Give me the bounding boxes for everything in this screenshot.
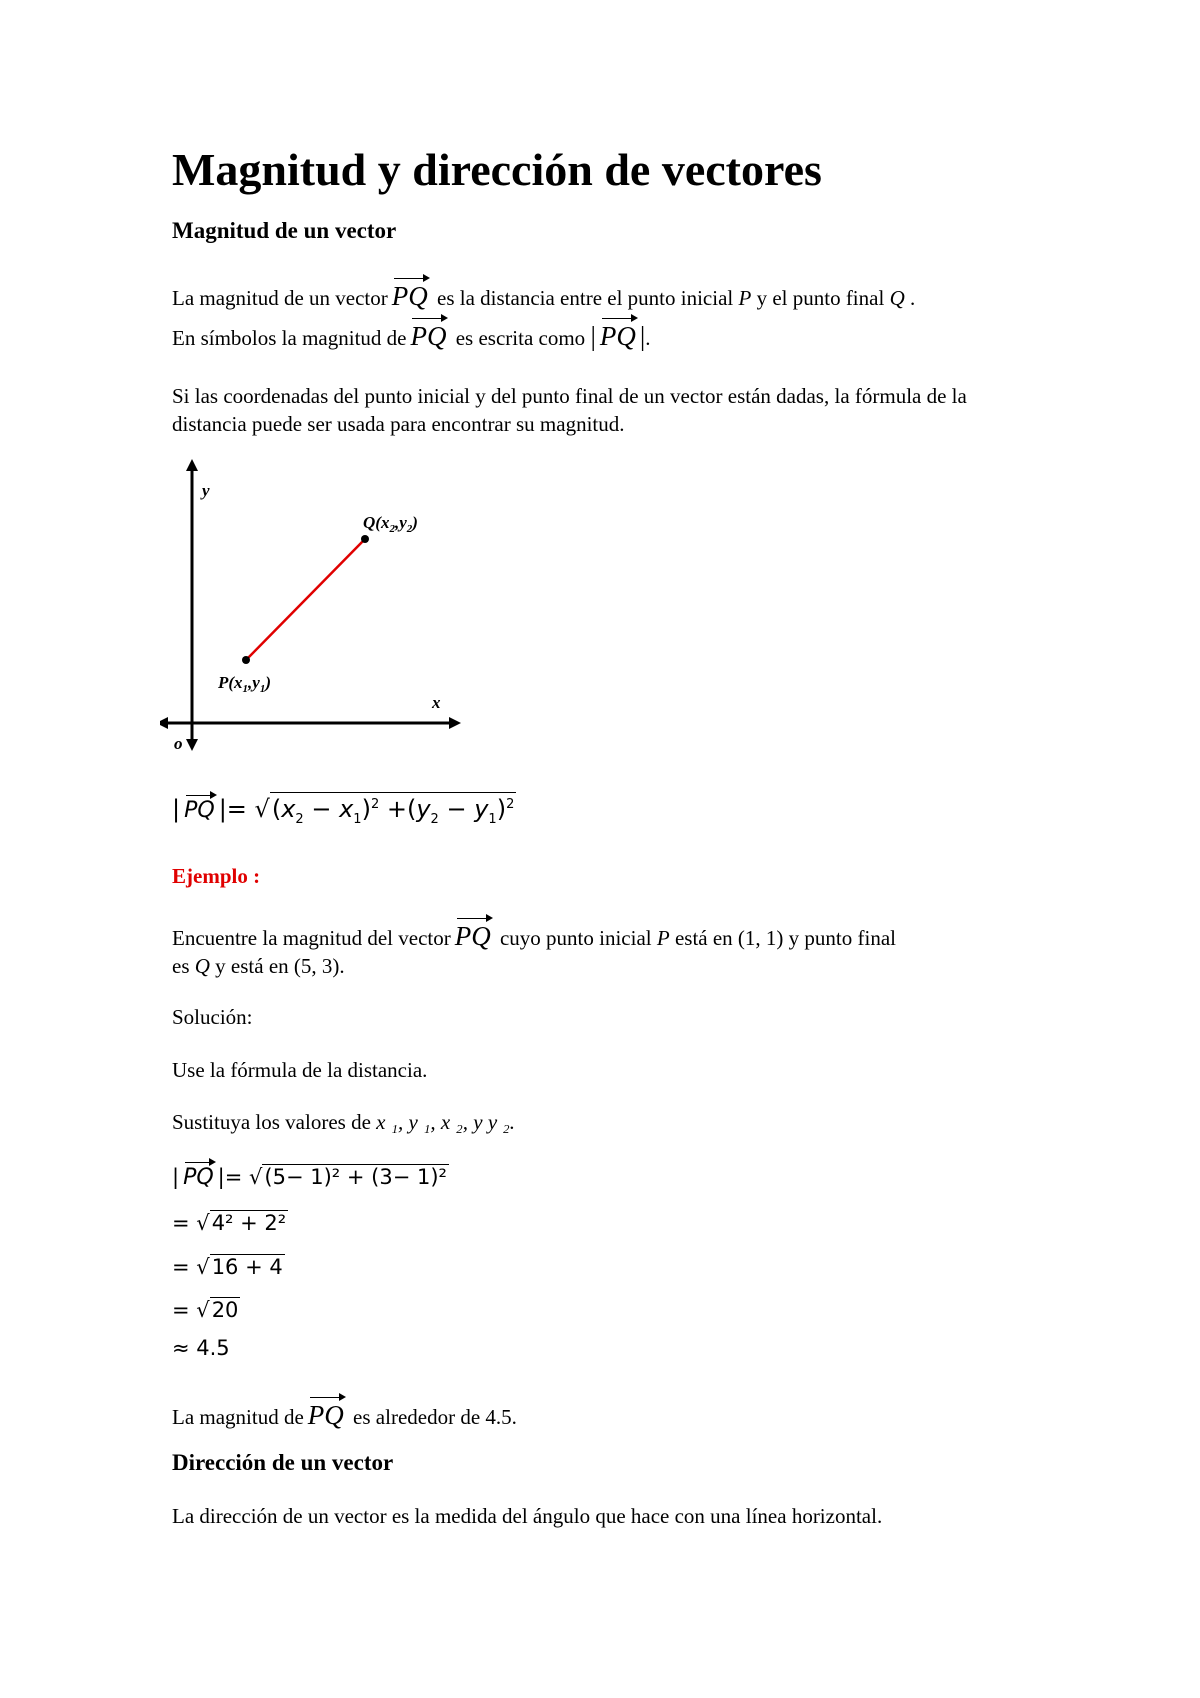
solution-label: Solución: bbox=[172, 1005, 253, 1029]
section-heading-magnitud: Magnitud de un vector bbox=[172, 218, 397, 243]
sup: 2 bbox=[506, 797, 515, 812]
example-statement-line1 bbox=[172, 916, 896, 952]
point-q-label: $Q(x_2,y_2)$ bbox=[363, 513, 418, 535]
x-axis-label: x bbox=[432, 693, 441, 712]
y-axis-label: y bbox=[202, 481, 210, 500]
sub: 1 bbox=[353, 811, 362, 827]
calc-line-3 bbox=[172, 1254, 285, 1279]
sqrt-icon: √ bbox=[196, 1211, 210, 1235]
var-x: x bbox=[281, 795, 296, 823]
radicand: 4² + 2² bbox=[211, 1211, 287, 1235]
calc-line-2 bbox=[172, 1210, 288, 1235]
vector-pq-symbol: PQ bbox=[410, 316, 446, 350]
variables: x ₁, y ₁, x ₂, y y ₂. bbox=[376, 1110, 515, 1134]
example-heading: Ejemplo : bbox=[172, 864, 261, 888]
conclusion-text bbox=[172, 1395, 517, 1431]
text: es alrededor de 4.5. bbox=[353, 1405, 517, 1429]
text: cuyo punto inicial bbox=[499, 926, 652, 950]
sub: 1 bbox=[488, 811, 497, 827]
sub: 2 bbox=[295, 811, 304, 827]
paragraph-definition-line2 bbox=[172, 316, 651, 352]
paragraph-definition-line1 bbox=[172, 276, 915, 312]
vector-pq-symbol: PQ bbox=[455, 916, 491, 950]
section-heading-direccion: Dirección de un vector bbox=[172, 1450, 394, 1475]
vector-pq-symbol: PQ bbox=[308, 1395, 344, 1429]
point-p-symbol: P bbox=[738, 286, 752, 310]
point-p-symbol: P bbox=[656, 926, 670, 950]
calc-line-1 bbox=[172, 1160, 449, 1192]
text: Sustituya los valores de bbox=[172, 1110, 371, 1134]
point-p bbox=[242, 656, 250, 664]
text: está en (1, 1) y punto final bbox=[674, 926, 896, 950]
text: y el punto final bbox=[756, 286, 885, 310]
vector-pq-symbol: PQ bbox=[183, 1160, 214, 1192]
distance-formula bbox=[172, 792, 516, 832]
radicand: 20 bbox=[211, 1298, 239, 1322]
example-statement-line2 bbox=[172, 952, 345, 980]
text: La magnitud de un vector bbox=[172, 286, 388, 310]
vector-segment bbox=[246, 539, 365, 660]
text: es bbox=[172, 954, 190, 978]
calc-line-5: ≈ 4.5 bbox=[172, 1336, 230, 1360]
equals: = bbox=[172, 1255, 190, 1279]
point-q-symbol: Q bbox=[889, 286, 905, 310]
text: es escrita como bbox=[455, 326, 586, 350]
radicand: 16 + 4 bbox=[211, 1255, 283, 1279]
op: + bbox=[386, 795, 407, 823]
vector-pq-symbol: PQ bbox=[600, 316, 636, 350]
direction-definition: La dirección de un vector es la medida del ángulo que hace con una línea horizontal. bbox=[172, 1504, 883, 1528]
point-q-symbol: Q bbox=[194, 954, 210, 978]
origin-label: o bbox=[174, 734, 183, 753]
var-y: y bbox=[474, 795, 489, 823]
text: es la distancia entre el punto inicial bbox=[437, 286, 734, 310]
vector-pq-symbol: PQ bbox=[392, 276, 428, 310]
use-formula-text: Use la fórmula de la distancia. bbox=[172, 1058, 428, 1082]
text: . bbox=[909, 286, 916, 310]
sqrt-icon: √ bbox=[196, 1298, 210, 1322]
text: En símbolos la magnitud de bbox=[172, 326, 407, 350]
var-x: x bbox=[339, 795, 354, 823]
var-y: y bbox=[416, 795, 431, 823]
sqrt-icon: √ bbox=[196, 1255, 210, 1279]
vector-pq-symbol: PQ bbox=[184, 793, 215, 825]
equals: = bbox=[172, 1298, 190, 1322]
text: Encuentre la magnitud del vector bbox=[172, 926, 451, 950]
abs-bar-left: | bbox=[172, 1165, 180, 1189]
calc-line-4 bbox=[172, 1297, 240, 1322]
text: La magnitud de bbox=[172, 1405, 304, 1429]
abs-bar-left: | bbox=[590, 321, 596, 351]
formula-radicand: $(x_2 - x_1)^2 +(y_2 - y_1)^2$ bbox=[270, 792, 517, 832]
page-title: Magnitud y dirección de vectores bbox=[172, 144, 822, 195]
text: . bbox=[645, 326, 651, 350]
formula-equals: |= bbox=[217, 1165, 243, 1189]
point-p-label: $P(x_1,y_1)$ bbox=[218, 673, 272, 695]
point-q bbox=[361, 535, 369, 543]
op: − bbox=[311, 795, 332, 823]
abs-bar-left: | bbox=[172, 795, 181, 823]
paragraph-distance-formula-intro: Si las coordenadas del punto inicial y del punto final de un vector están dadas, la fórmula de la distancia puede ser usada para encontrar su magnitud. bbox=[172, 384, 967, 436]
formula-equals: |= bbox=[218, 795, 247, 823]
radicand: (5− 1)² + (3− 1)² bbox=[264, 1165, 447, 1189]
sqrt-icon: √ bbox=[249, 1165, 263, 1189]
sub: 2 bbox=[430, 811, 439, 827]
abs-bar-right: | bbox=[639, 321, 646, 351]
op: − bbox=[446, 795, 467, 823]
sup: 2 bbox=[370, 797, 380, 812]
substitute-text bbox=[172, 1108, 515, 1136]
sqrt-icon: √ bbox=[254, 795, 270, 823]
text: y está en (5, 3). bbox=[215, 954, 345, 978]
equals: = bbox=[172, 1211, 190, 1235]
vector-diagram bbox=[160, 455, 470, 755]
